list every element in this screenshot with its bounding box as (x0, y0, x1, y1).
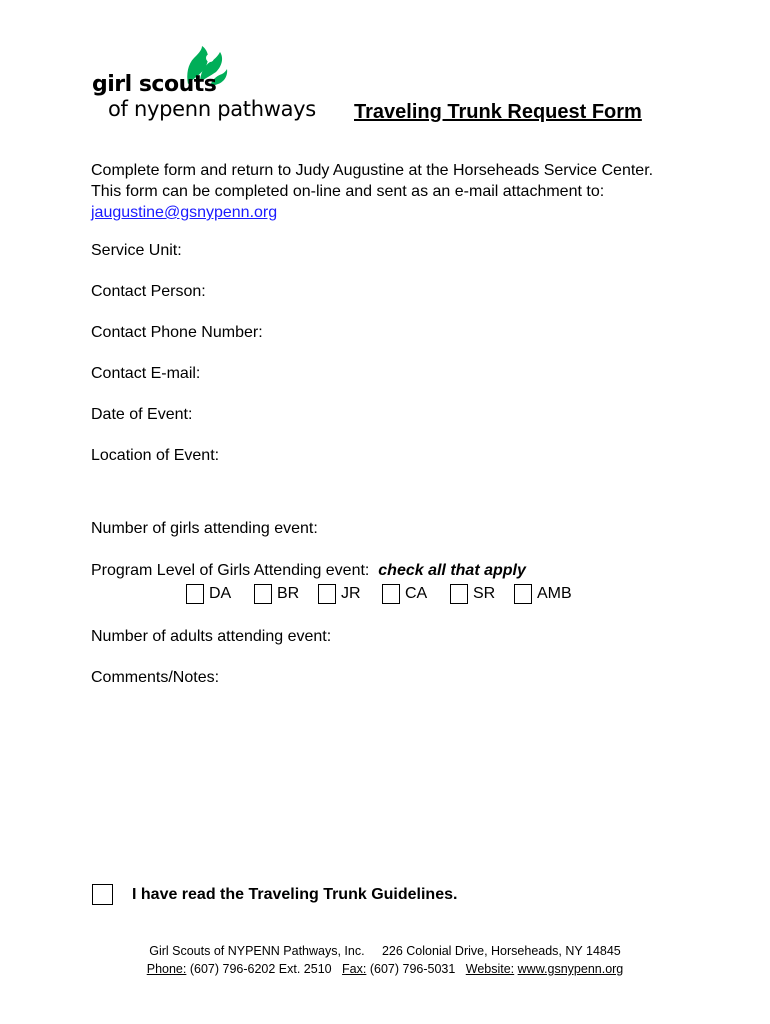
contact-email-label: Contact E-mail: (91, 365, 201, 382)
checkbox-sr[interactable] (450, 584, 468, 604)
checkbox-amb[interactable] (514, 584, 532, 604)
footer-website-link[interactable]: www.gsnypenn.org (517, 962, 624, 976)
level-jr (318, 584, 382, 604)
level-amb-label: AMB (537, 585, 572, 602)
checkbox-da[interactable] (186, 584, 204, 604)
acknowledgement-label: I have read the Traveling Trunk Guidelines. (132, 885, 458, 903)
acknowledgement-checkbox[interactable] (92, 884, 113, 905)
program-level-checkboxes (186, 584, 572, 604)
level-sr-label: SR (473, 585, 496, 602)
contact-phone-label: Contact Phone Number: (91, 324, 263, 341)
level-ca-label: CA (405, 585, 428, 602)
program-level-hint: check all that apply (378, 562, 526, 579)
level-da-label: DA (209, 585, 232, 602)
acknowledgement (92, 884, 457, 905)
footer-phone-label: Phone: (146, 962, 187, 976)
date-of-event-label: Date of Event: (91, 406, 193, 423)
checkbox-ca[interactable] (382, 584, 400, 604)
footer-website-label: Website: (465, 962, 515, 976)
form-title: Traveling Trunk Request Form (354, 101, 642, 123)
checkbox-jr[interactable] (318, 584, 336, 604)
service-unit-label: Service Unit: (91, 242, 182, 259)
comments-label: Comments/Notes: (91, 669, 220, 686)
level-da (186, 584, 254, 604)
email-link[interactable]: jaugustine@gsnypenn.org (91, 204, 278, 221)
intro-line-1: Complete form and return to Judy Augustine at the Horseheads Service Center. (91, 162, 654, 179)
footer-org: Girl Scouts of NYPENN Pathways, Inc. (149, 944, 365, 958)
logo-wordmark: girl scouts (92, 72, 217, 97)
intro-text (91, 160, 653, 223)
num-adults-label: Number of adults attending event: (91, 628, 332, 645)
contact-person-label: Contact Person: (91, 283, 206, 300)
footer-phone: (607) 796-6202 Ext. 2510 (189, 962, 332, 976)
level-amb (514, 584, 572, 604)
program-level-label (91, 562, 526, 580)
footer-fax: (607) 796-5031 (369, 962, 456, 976)
level-jr-label: JR (341, 585, 361, 602)
level-sr (450, 584, 514, 604)
num-girls-label: Number of girls attending event: (91, 520, 318, 537)
level-br (254, 584, 318, 604)
intro-line-2: This form can be completed on-line and sent as an e-mail attachment to: (91, 183, 605, 200)
footer-fax-label: Fax: (342, 962, 367, 976)
logo-subtitle: of nypenn pathways (108, 97, 316, 121)
checkbox-br[interactable] (254, 584, 272, 604)
level-ca (382, 584, 450, 604)
footer-line-2 (0, 962, 770, 976)
program-level-text: Program Level of Girls Attending event: (91, 562, 370, 579)
footer-line-1 (0, 944, 770, 958)
footer-address: 226 Colonial Drive, Horseheads, NY 14845 (381, 944, 621, 958)
location-of-event-label: Location of Event: (91, 447, 220, 464)
level-br-label: BR (277, 585, 300, 602)
